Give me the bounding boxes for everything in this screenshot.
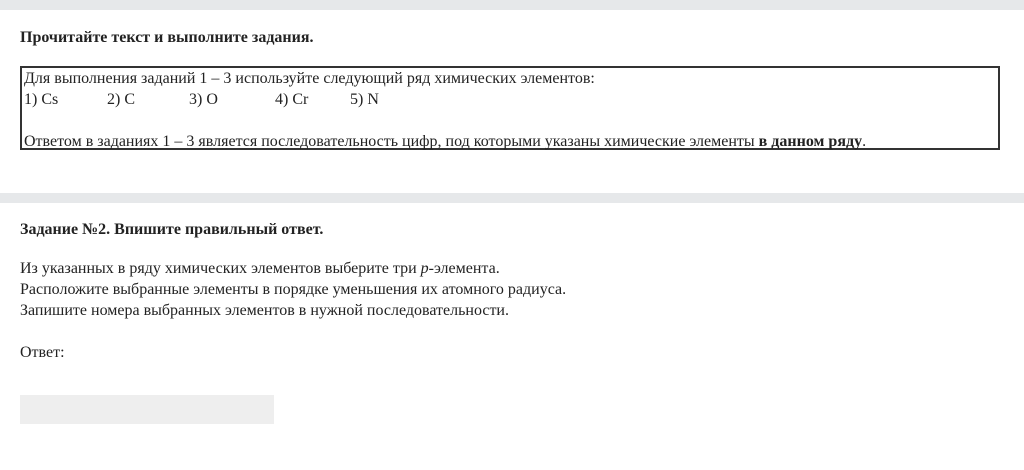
task-line-2: Расположите выбранные элементы в порядке уменьшения их атомного радиуса.	[20, 281, 567, 298]
element-item: 1) Cs	[24, 91, 59, 108]
element-item: 5) N	[350, 91, 379, 108]
task-line-1-italic: p	[420, 260, 429, 277]
answer-note-emphasis: в данном ряду	[758, 133, 863, 150]
top-separator-bar	[0, 0, 1024, 10]
answer-input[interactable]	[20, 395, 274, 424]
answer-note-text: Ответом в заданиях 1 – 3 является последовательность цифр, под которыми указаны химические элементы	[24, 133, 759, 150]
task-line-3: Запишите номера выбранных элементов в нужной последовательности.	[20, 302, 509, 319]
elements-instruction: Для выполнения заданий 1 – 3 используйте следующий ряд химических элементов:	[24, 70, 595, 87]
task-text	[20, 258, 566, 321]
intro-section	[20, 28, 1004, 48]
answer-note-end: .	[862, 133, 867, 150]
task-line-1	[20, 258, 566, 279]
task-line-1-text: Из указанных в ряду химических элементов выберите три	[20, 260, 421, 277]
task-heading: Задание №2. Впишите правильный ответ.	[20, 221, 324, 238]
element-item: 4) Cr	[275, 91, 309, 108]
task-line-1-end: -элемента.	[428, 260, 500, 277]
elements-row	[24, 89, 996, 110]
element-item: 2) C	[107, 91, 135, 108]
answer-format-note	[24, 131, 996, 152]
elements-box	[20, 66, 1000, 150]
intro-heading: Прочитайте текст и выполните задания.	[20, 29, 314, 46]
box-spacer	[24, 110, 996, 131]
answer-label: Ответ:	[20, 344, 65, 361]
section-divider	[0, 193, 1024, 203]
element-item: 3) O	[189, 91, 218, 108]
